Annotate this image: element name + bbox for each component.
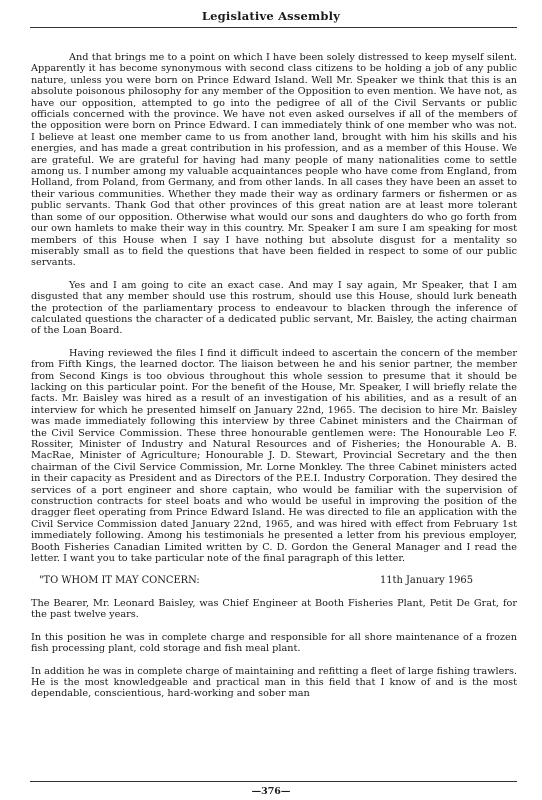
running-header: Legislative Assembly bbox=[201, 9, 341, 23]
letter-heading bbox=[31, 575, 517, 586]
paragraph-1: And that brings me to a point on which I have been solely distressed to keep myself silent. Apparently it has become synonymous with second class citizens to be holding a job of any public nature, unless you were born on Prince Edward Island. Well Mr. Speaker we think that this is an absolute poisonous philosophy for any member of the Opposition to even mention. We have not, as have our opposition, attempted to go into the pedigree of all of the Civil Servants or public officials concerned with the province. We have not even asked ourselves if all of the members of the opposition were born on Prince Edward. I can immediately think of one member who was not. I believe at least one member came to us from another land, brought with him his skills and his energies, and has made a great contribution in his profession, and as a member of this House. We are grateful. We are grateful for having had many people of many nationalities come to settle among us. I number among my valuable acquaintances people who have come from England, from Holland, from Poland, from Germany, and from other lands. In all cases they have been an asset to their various communities. Whether they made their way as ordinary farmers or fishermen or as public servants. Thank God that other provinces of this great nation are at least more tolerant than some of our opposition. Otherwise what would our sons and daughters do who go forth from our own hamlets to make their way in this country. Mr. Speaker I am sure I am speaking for most members of this House when I say I have nothing but absolute disgust for a mentality so miserably small as to field the questions that have been fielded in respect to some of our public servants. bbox=[31, 52, 517, 269]
letter-paragraph-2: In this position he was in complete charge and responsible for all shore maintenance of a frozen fish processing plant, cold storage and fish meal plant. bbox=[31, 631, 517, 655]
paragraph-3: Having reviewed the files I find it difficult indeed to ascertain the concern of the member from Fifth Kings, the learned doctor. The liaison between he and his senior partner, the member from Second Kings is too obvious throughout this whole session to presume that it should be lacking on this particular point. For the benefit of the House, Mr. Speaker, I will briefly relate the facts. Mr. Baisley was hired as a result of an investigation of his abilities, and as a result of an interview for which he presented himself on January 22nd, 1965. The decision to hire Mr. Baisley was made immediately following this interview by three Cabinet ministers and the Chairman of the Civil Service Commission. These three honourable gentlemen were: The Honourable Leo F. Rossiter, Minister of Industry and Natural Resources and of Fisheries; the Honourable A. B. MacRae, Minister of Agriculture; Honourable J. D. Stewart, Provincial Secretary and the then chairman of the Civil Service Commission, Mr. Lorne Monkley. The three Cabinet ministers acted in their capacity as President and as Directors of the P.E.I. Industry Corporation. They desired the services of a port engineer and shore captain, who would be familiar with the supervision of construction contracts for steel boats and who would be useful in improving the position of the dragger fleet operating from Prince Edward Island. He was directed to file an application with the Civil Service Commission dated January 22nd, 1965, and was hired with effect from February 1st immediately following. Among his testimonials he presented a letter from his previous employer, Booth Fisheries Canadian Limited written by C. D. Gordon the General Manager and I read the letter. I want you to take particular note of the final paragraph of this letter. bbox=[31, 347, 517, 565]
paragraph-2: Yes and I am going to cite an exact case. And may I say again, Mr Speaker, that I am disgusted that any member should use this rostrum, should use this House, should lurk beneath the protection of the parliamentary process to endeavour to blacken through the inference of calculated questions the character of a dedicated public servant, Mr. Baisley, the acting chairman of the Loan Board. bbox=[31, 279, 517, 337]
letter-date: 11th January 1965 bbox=[379, 575, 473, 587]
letter-paragraph-3: In addition he was in complete charge of maintaining and refitting a fleet of large fishing trawlers. He is the most knowledgeable and practical man in this field that I know of and is the most dependable, conscientious, hard-working and sober man bbox=[31, 665, 517, 700]
page-number: —376— bbox=[251, 786, 291, 797]
page-body bbox=[31, 52, 517, 711]
letter-salutation: "TO WHOM IT MAY CONCERN: bbox=[39, 575, 200, 587]
footer-rule bbox=[30, 781, 517, 782]
header-rule bbox=[30, 27, 517, 28]
letter-paragraph-1: The Bearer, Mr. Leonard Baisley, was Chief Engineer at Booth Fisheries Plant, Petit De Grat, for the past twelve years. bbox=[31, 597, 517, 621]
